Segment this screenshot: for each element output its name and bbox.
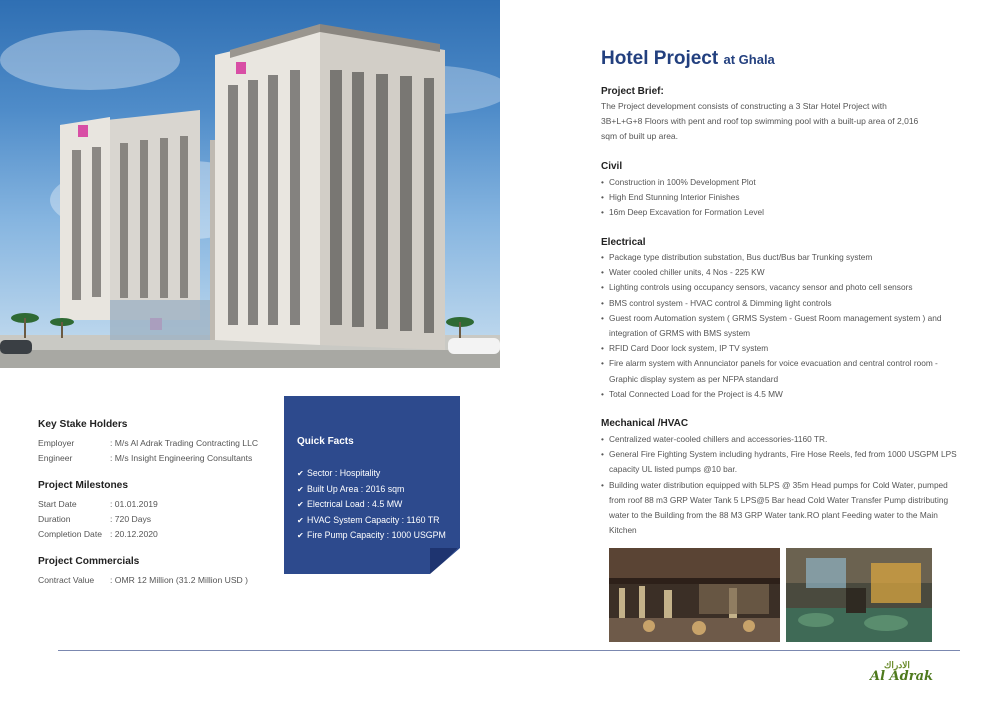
interior-photo-lounge <box>786 548 932 642</box>
stakeholders-section <box>38 419 258 466</box>
logo-english-text: Al Adrak <box>870 669 934 684</box>
company-logo <box>866 660 934 688</box>
quick-fact-item <box>297 482 446 498</box>
footer-divider <box>58 650 960 651</box>
quick-fact-item <box>297 466 446 482</box>
hero-building-image <box>0 0 500 368</box>
civil-item: • High End Stunning Interior Finishes <box>601 190 957 205</box>
commercials-section <box>38 556 248 588</box>
electrical-item: • Fire alarm system with Annunciator panels for voice evacuation and central control room - Graphic display system as per NFPA standard <box>601 356 957 386</box>
milestone-value: : 720 Days <box>110 514 152 524</box>
milestone-row <box>38 497 158 512</box>
page-curl <box>430 548 460 574</box>
logo-arabic-text: الادراك <box>884 660 910 670</box>
milestone-value: : 01.01.2019 <box>110 499 158 509</box>
quick-fact-item <box>297 528 446 544</box>
page-title <box>601 48 775 70</box>
electrical-item: • BMS control system - HVAC control & Dimming light controls <box>601 296 957 311</box>
mechanical-item: • Centralized water-cooled chillers and accessories-1160 TR. <box>601 432 957 447</box>
quick-fact-text: Fire Pump Capacity : 1000 USGPM <box>307 530 446 540</box>
milestone-key: Completion Date <box>38 529 103 539</box>
page-title-location: at Ghala <box>723 52 775 67</box>
milestone-row <box>38 512 158 527</box>
mechanical-heading: Mechanical /HVAC <box>601 418 689 429</box>
milestones-section <box>38 480 158 542</box>
civil-item: • Construction in 100% Development Plot <box>601 175 957 190</box>
brief-heading: Project Brief: <box>601 86 664 97</box>
check-icon: ✔ <box>297 469 304 478</box>
electrical-item: • Lighting controls using occupancy sensors, vacancy sensor and photo cell sensors <box>601 280 957 295</box>
quick-fact-text: Built Up Area : 2016 sqm <box>307 483 405 494</box>
quick-fact-text: HVAC System Capacity : 1160 TR <box>307 514 440 525</box>
stakeholder-row <box>38 436 258 451</box>
stakeholders-heading: Key Stake Holders <box>38 419 128 430</box>
milestone-row <box>38 527 158 542</box>
mechanical-item: • General Fire Fighting System including hydrants, Fire Hose Reels, fed from 1000 USGPM LPS capacity UL listed pumps @10 bar. <box>601 447 957 477</box>
milestone-key: Start Date <box>38 499 77 509</box>
check-icon: ✔ <box>297 500 304 509</box>
interior-photo-restaurant <box>609 548 780 642</box>
check-icon: ✔ <box>297 531 304 540</box>
electrical-item: • Guest room Automation system ( GRMS System - Guest Room management system ) and integration of GRMS with BMS system <box>601 311 957 341</box>
stakeholder-value: : M/s Al Adrak Trading Contracting LLC <box>110 438 259 448</box>
commercial-row <box>38 573 248 588</box>
mechanical-item: • Building water distribution equipped with 5LPS @ 35m Head pumps for Cold Water, pumped from roof 88 m3 GRP Water Tank 5 LPS@5 Bar head Cold Water Transfer Pump distributing water to the Building from the 88 M3 GRP Water tank.RO plant Feeding water to the Main Kitchen <box>601 478 957 539</box>
brief-line: 3B+L+G+8 Floors with pent and roof top swimming pool with a built-up area of 2,016 <box>601 116 919 126</box>
civil-heading: Civil <box>601 161 623 172</box>
brief-paragraph <box>601 99 957 144</box>
check-icon: ✔ <box>297 484 304 494</box>
quick-facts-card <box>284 396 460 574</box>
stakeholder-row <box>38 451 258 466</box>
quick-facts-heading: Quick Facts <box>297 436 354 447</box>
quick-facts-list <box>297 466 446 544</box>
civil-item: • 16m Deep Excavation for Formation Level <box>601 205 957 220</box>
electrical-item: • RFID Card Door lock system, IP TV system <box>601 341 957 356</box>
electrical-item: • Total Connected Load for the Project is 4.5 MW <box>601 387 957 402</box>
quick-fact-text: Sector : Hospitality <box>307 468 381 478</box>
commercial-key: Contract Value <box>38 575 95 585</box>
milestone-key: Duration <box>38 514 71 524</box>
milestone-value: : 20.12.2020 <box>110 529 158 539</box>
electrical-list <box>601 250 957 402</box>
electrical-heading: Electrical <box>601 237 646 248</box>
milestones-heading: Project Milestones <box>38 480 129 491</box>
brief-line: The Project development consists of constructing a 3 Star Hotel Project with <box>601 101 887 111</box>
electrical-item: • Water cooled chiller units, 4 Nos - 225 KW <box>601 265 957 280</box>
check-icon: ✔ <box>297 515 304 525</box>
page-title-main: Hotel Project <box>601 48 719 69</box>
mechanical-list <box>601 432 957 538</box>
commercials-heading: Project Commercials <box>38 556 140 567</box>
civil-list <box>601 175 957 221</box>
stakeholder-key: Employer <box>38 438 75 448</box>
building-illustration <box>0 0 500 368</box>
quick-fact-text: Electrical Load : 4.5 MW <box>307 499 403 509</box>
commercial-value: : OMR 12 Million (31.2 Million USD ) <box>110 575 249 585</box>
quick-fact-item <box>297 497 446 513</box>
stakeholder-key: Engineer <box>38 453 73 463</box>
quick-fact-item <box>297 513 446 529</box>
brief-line: sqm of built up area. <box>601 131 679 141</box>
electrical-item: • Package type distribution substation, Bus duct/Bus bar Trunking system <box>601 250 957 265</box>
stakeholder-value: : M/s Insight Engineering Consultants <box>110 453 253 463</box>
